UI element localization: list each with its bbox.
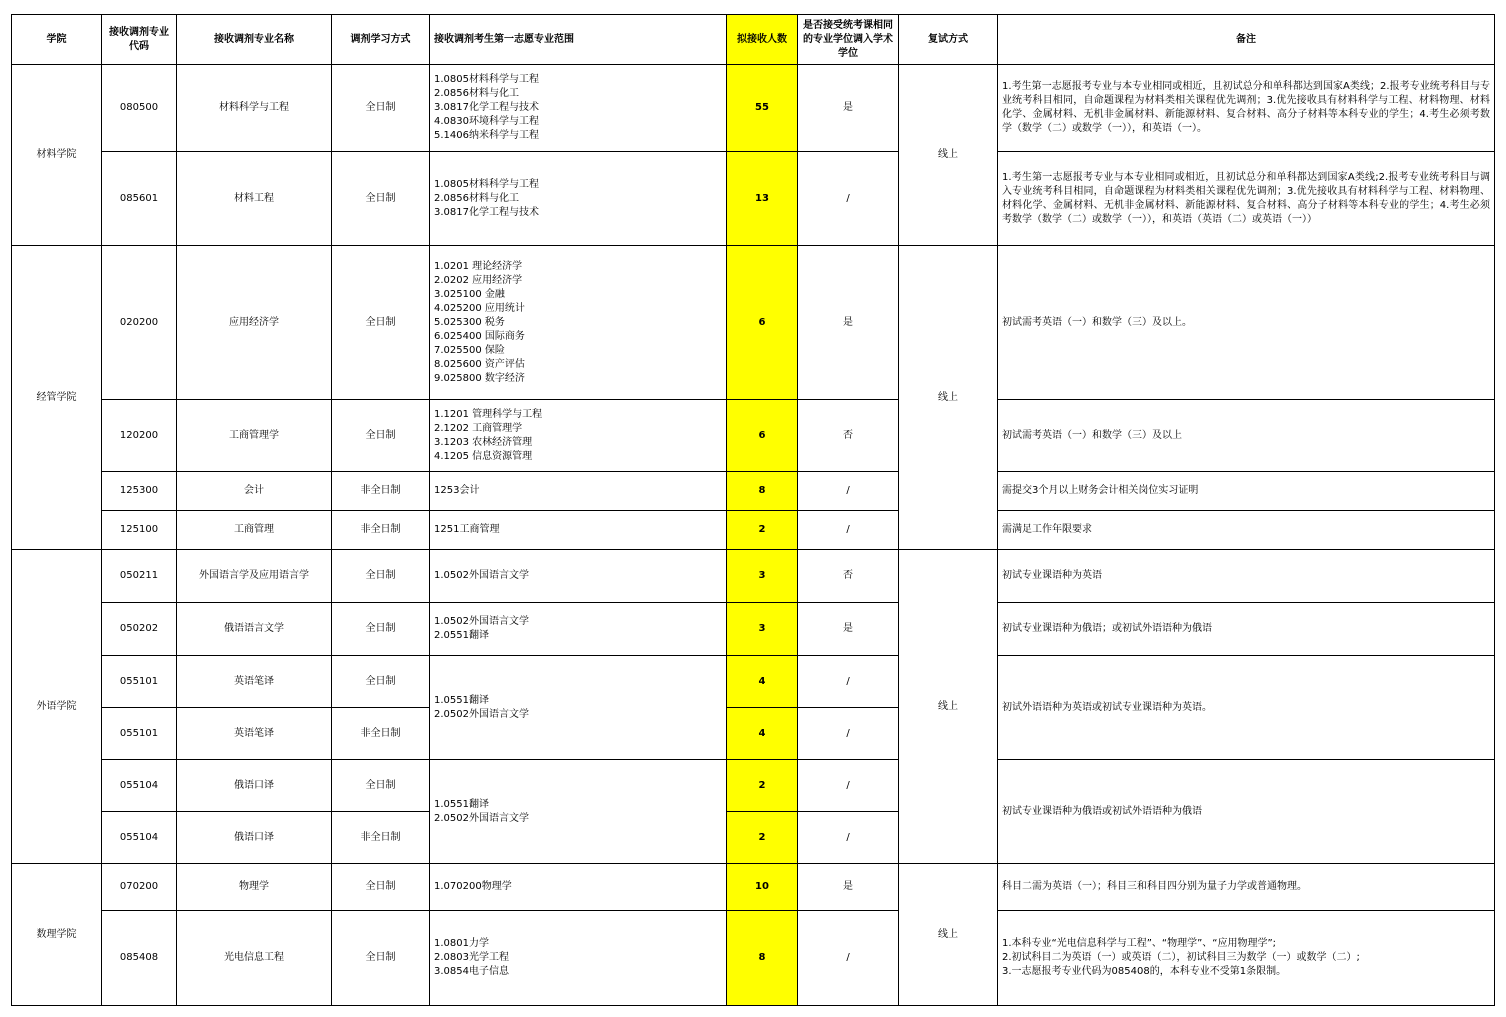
range-line: 2.0856材料与化工 xyxy=(434,88,519,99)
range-line: 1.1201 管理科学与工程 xyxy=(434,408,543,420)
table-row xyxy=(12,656,1495,708)
major-cell: 俄语口译 xyxy=(177,812,332,864)
code-cell: 085601 xyxy=(102,152,177,246)
major-cell: 俄语语言文学 xyxy=(177,603,332,656)
code-cell: 055104 xyxy=(102,812,177,864)
college-cell: 外语学院 xyxy=(12,550,102,864)
table-row xyxy=(12,65,1495,152)
table-row xyxy=(12,246,1495,400)
remark-line: 1.本科专业“光电信息科学与工程”、“物理学”、“应用物理学”; xyxy=(1002,938,1276,949)
remark-cell xyxy=(998,864,1495,911)
header-retest: 复试方式 xyxy=(899,15,998,65)
code-cell: 055104 xyxy=(102,760,177,812)
major-cell: 应用经济学 xyxy=(177,246,332,400)
accept-cell: / xyxy=(798,760,899,812)
remark-line: 初试专业课语种为俄语；或初试外语语种为俄语 xyxy=(1002,623,1212,634)
table-row xyxy=(12,911,1495,1006)
header-college: 学院 xyxy=(12,15,102,65)
range-cell xyxy=(430,603,727,656)
range-cell xyxy=(430,400,727,472)
accept-cell: / xyxy=(798,812,899,864)
range-line: 5.025300 税务 xyxy=(434,316,505,328)
retest-cell: 线上 xyxy=(899,550,998,864)
mode-cell: 全日制 xyxy=(332,65,430,152)
header-code: 接收调剂专业代码 xyxy=(102,15,177,65)
code-cell: 120200 xyxy=(102,400,177,472)
header-mode: 调剂学习方式 xyxy=(332,15,430,65)
accept-cell: / xyxy=(798,911,899,1006)
range-line: 2.0502外国语言文学 xyxy=(434,708,529,720)
remark-line: 1.考生第一志愿报考专业与本专业相同或相近，且初试总分和单科都达到国家A类线；2.报考专业统考科目与专业统考科目相同，自命题课程为材料类相关课程优先调剂；3.优先接收具有材料科学与工程、材料物理、材料化学、金属材料、无机非金属材料、新能源材料、复合材料、高分子材料等本科专业的学生；4.考生必须考数学（数学（二）或数学（一）），和英语（一）。 xyxy=(1002,81,1490,134)
range-line: 2.0803光学工程 xyxy=(434,952,509,963)
table-row xyxy=(12,864,1495,911)
header-accept: 是否接受统考课相同的专业学位调入学术学位 xyxy=(798,15,899,65)
mode-cell: 全日制 xyxy=(332,911,430,1006)
header-major: 接收调剂专业名称 xyxy=(177,15,332,65)
quota-cell: 3 xyxy=(727,550,798,603)
remark-cell xyxy=(998,246,1495,400)
accept-cell: 是 xyxy=(798,603,899,656)
accept-cell: 否 xyxy=(798,550,899,603)
range-cell xyxy=(430,656,727,760)
range-cell xyxy=(430,65,727,152)
range-line: 4.1205 信息资源管理 xyxy=(434,450,533,462)
remark-line: 初试需考英语（一）和数学（三）及以上。 xyxy=(1002,316,1192,328)
range-line: 1.0805材料科学与工程 xyxy=(434,74,539,85)
mode-cell: 非全日制 xyxy=(332,812,430,864)
remark-cell xyxy=(998,603,1495,656)
range-line: 3.0817化学工程与技术 xyxy=(434,206,539,218)
accept-cell: / xyxy=(798,472,899,511)
mode-cell: 全日制 xyxy=(332,246,430,400)
quota-cell: 3 xyxy=(727,603,798,656)
remark-line: 初试专业课语种为英语 xyxy=(1002,570,1102,581)
mode-cell: 全日制 xyxy=(332,152,430,246)
accept-cell: 是 xyxy=(798,246,899,400)
code-cell: 050202 xyxy=(102,603,177,656)
table-row xyxy=(12,550,1495,603)
quota-cell: 2 xyxy=(727,812,798,864)
range-line: 3.1203 农林经济管理 xyxy=(434,436,533,448)
range-line: 8.025600 资产评估 xyxy=(434,358,525,370)
range-line: 1253会计 xyxy=(434,485,480,496)
college-cell: 经管学院 xyxy=(12,246,102,550)
remark-cell xyxy=(998,656,1495,760)
major-cell: 工商管理 xyxy=(177,511,332,550)
accept-cell: / xyxy=(798,511,899,550)
mode-cell: 全日制 xyxy=(332,603,430,656)
remark-cell xyxy=(998,911,1495,1006)
range-line: 2.0551翻译 xyxy=(434,630,489,641)
remark-line: 初试外语语种为英语或初试专业课语种为英语。 xyxy=(1002,701,1212,713)
remark-cell xyxy=(998,760,1495,864)
range-line: 1.0502外国语言文学 xyxy=(434,616,529,627)
code-cell: 125300 xyxy=(102,472,177,511)
quota-cell: 8 xyxy=(727,911,798,1006)
retest-cell: 线上 xyxy=(899,65,998,246)
major-cell: 英语笔译 xyxy=(177,708,332,760)
remark-line: 初试需考英语（一）和数学（三）及以上 xyxy=(1002,429,1182,441)
remark-cell xyxy=(998,472,1495,511)
remark-line: 2.初试科目二为英语（一）或英语（二），初试科目三为数学（一）或数学（二）; xyxy=(1002,952,1360,963)
major-cell: 材料科学与工程 xyxy=(177,65,332,152)
quota-cell: 6 xyxy=(727,246,798,400)
table-row xyxy=(12,152,1495,246)
range-line: 2.0202 应用经济学 xyxy=(434,274,523,286)
mode-cell: 非全日制 xyxy=(332,472,430,511)
range-line: 3.0854电子信息 xyxy=(434,966,509,977)
table-row xyxy=(12,472,1495,511)
header-row xyxy=(12,15,1495,65)
range-line: 1.0551翻译 xyxy=(434,798,489,810)
range-line: 1.0502外国语言文学 xyxy=(434,570,529,581)
range-cell xyxy=(430,760,727,864)
retest-cell: 线上 xyxy=(899,864,998,1006)
retest-cell: 线上 xyxy=(899,246,998,550)
code-cell: 125100 xyxy=(102,511,177,550)
remark-line: 1.考生第一志愿报考专业与本专业相同或相近，且初试总分和单科都达到国家A类线;2.报考专业统考科目与调入专业统考科目相同，自命题课程为材料类相关课程优先调剂；3.优先接收具有材料科学与工程、材料物理、材料化学、金属材料、无机非金属材料、新能源材料、复合材料、高分子材料等本科专业的学生；4.考生必须考数学（数学（二）或数学（一）），和英语（英语（二）或英语（一）） xyxy=(1002,171,1490,225)
header-range: 接收调剂考生第一志愿专业范围 xyxy=(430,15,727,65)
quota-cell: 6 xyxy=(727,400,798,472)
range-line: 2.0502外国语言文学 xyxy=(434,812,529,824)
range-line: 2.1202 工商管理学 xyxy=(434,422,523,434)
mode-cell: 全日制 xyxy=(332,400,430,472)
range-line: 3.0817化学工程与技术 xyxy=(434,102,539,113)
code-cell: 020200 xyxy=(102,246,177,400)
header-quota: 拟接收人数 xyxy=(727,15,798,65)
range-line: 4.0830环境科学与工程 xyxy=(434,116,539,127)
quota-cell: 13 xyxy=(727,152,798,246)
mode-cell: 全日制 xyxy=(332,864,430,911)
range-line: 9.025800 数字经济 xyxy=(434,372,525,384)
quota-cell: 10 xyxy=(727,864,798,911)
range-line: 1251工商管理 xyxy=(434,524,500,535)
quota-cell: 2 xyxy=(727,511,798,550)
college-cell: 材料学院 xyxy=(12,65,102,246)
accept-cell: / xyxy=(798,656,899,708)
accept-cell: 是 xyxy=(798,864,899,911)
quota-cell: 55 xyxy=(727,65,798,152)
mode-cell: 全日制 xyxy=(332,550,430,603)
code-cell: 080500 xyxy=(102,65,177,152)
remark-line: 3.一志愿报考专业代码为085408的，本科专业不受第1条限制。 xyxy=(1002,966,1287,977)
range-cell xyxy=(430,246,727,400)
range-line: 7.025500 保险 xyxy=(434,344,505,356)
range-line: 1.0805材料科学与工程 xyxy=(434,178,539,190)
accept-cell: 是 xyxy=(798,65,899,152)
mode-cell: 全日制 xyxy=(332,760,430,812)
code-cell: 055101 xyxy=(102,656,177,708)
major-cell: 物理学 xyxy=(177,864,332,911)
code-cell: 085408 xyxy=(102,911,177,1006)
quota-cell: 4 xyxy=(727,708,798,760)
major-cell: 俄语口译 xyxy=(177,760,332,812)
quota-cell: 4 xyxy=(727,656,798,708)
range-cell xyxy=(430,911,727,1006)
major-cell: 会计 xyxy=(177,472,332,511)
range-cell xyxy=(430,511,727,550)
major-cell: 光电信息工程 xyxy=(177,911,332,1006)
range-line: 5.1406纳米科学与工程 xyxy=(434,130,539,141)
range-line: 3.025100 金融 xyxy=(434,288,505,300)
major-cell: 材料工程 xyxy=(177,152,332,246)
range-cell xyxy=(430,472,727,511)
range-cell xyxy=(430,550,727,603)
major-cell: 外国语言学及应用语言学 xyxy=(177,550,332,603)
mode-cell: 全日制 xyxy=(332,656,430,708)
accept-cell: 否 xyxy=(798,400,899,472)
quota-cell: 2 xyxy=(727,760,798,812)
accept-cell: / xyxy=(798,708,899,760)
quota-cell: 8 xyxy=(727,472,798,511)
major-cell: 英语笔译 xyxy=(177,656,332,708)
remark-line: 科目二需为英语（一）；科目三和科目四分别为量子力学或普通物理。 xyxy=(1002,881,1307,892)
table-row xyxy=(12,511,1495,550)
range-cell xyxy=(430,864,727,911)
remark-cell xyxy=(998,65,1495,152)
remark-line: 需提交3个月以上财务会计相关岗位实习证明 xyxy=(1002,485,1199,496)
adjustment-table xyxy=(11,14,1495,1006)
range-line: 4.025200 应用统计 xyxy=(434,302,525,314)
college-cell: 数理学院 xyxy=(12,864,102,1006)
table-row xyxy=(12,400,1495,472)
mode-cell: 非全日制 xyxy=(332,511,430,550)
range-line: 1.0201 理论经济学 xyxy=(434,260,523,272)
code-cell: 055101 xyxy=(102,708,177,760)
range-cell xyxy=(430,152,727,246)
remark-line: 需满足工作年限要求 xyxy=(1002,524,1092,535)
code-cell: 050211 xyxy=(102,550,177,603)
range-line: 6.025400 国际商务 xyxy=(434,330,525,342)
remark-cell xyxy=(998,152,1495,246)
remark-cell xyxy=(998,400,1495,472)
range-line: 1.0551翻译 xyxy=(434,694,489,706)
table-row xyxy=(12,760,1495,812)
remark-cell xyxy=(998,511,1495,550)
code-cell: 070200 xyxy=(102,864,177,911)
accept-cell: / xyxy=(798,152,899,246)
remark-cell xyxy=(998,550,1495,603)
mode-cell: 非全日制 xyxy=(332,708,430,760)
header-remarks: 备注 xyxy=(998,15,1495,65)
range-line: 2.0856材料与化工 xyxy=(434,192,519,204)
table-row xyxy=(12,603,1495,656)
range-line: 1.070200物理学 xyxy=(434,881,512,892)
major-cell: 工商管理学 xyxy=(177,400,332,472)
range-line: 1.0801力学 xyxy=(434,938,489,949)
remark-line: 初试专业课语种为俄语或初试外语语种为俄语 xyxy=(1002,805,1202,817)
